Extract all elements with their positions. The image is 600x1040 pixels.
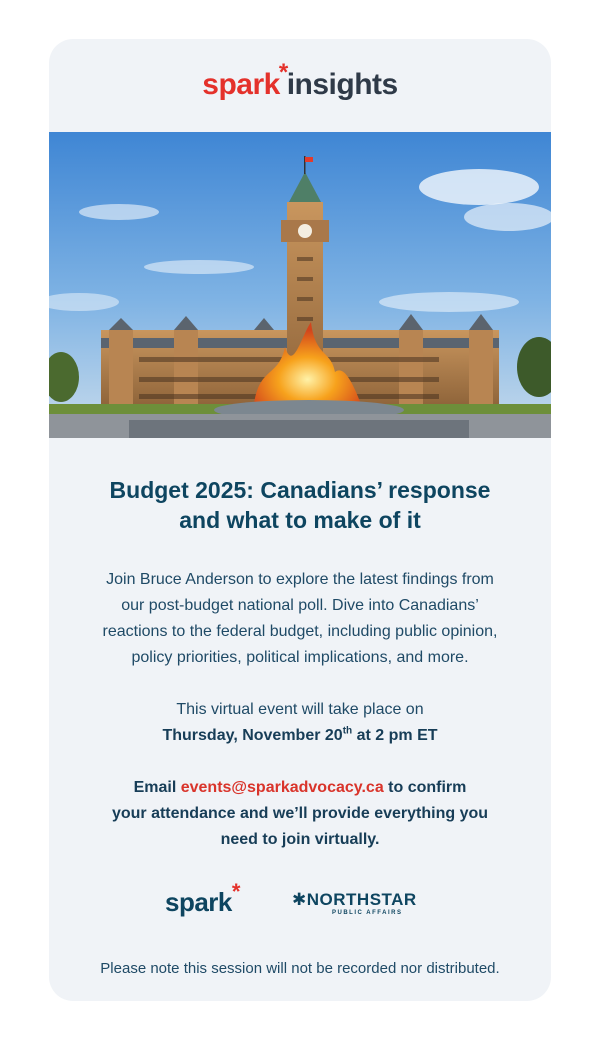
northstar-name: NORTHSTAR (306, 890, 417, 909)
northstar-logo (292, 891, 442, 917)
event-date-ordinal: th (342, 725, 353, 737)
northstar-star-icon: ✱ (292, 890, 307, 909)
hero-image (49, 132, 551, 438)
event-intro: This virtual event will take place on (176, 701, 424, 718)
rsvp-instructions (59, 775, 541, 853)
invitation-card (49, 39, 551, 1001)
spark-insights-logo (49, 59, 551, 107)
northstar-tagline: PUBLIC AFFAIRS (332, 910, 403, 916)
spark-logo (165, 879, 240, 918)
title-line-1: Budget 2025: Canadians’ response (109, 477, 491, 503)
logo-asterisk: * (278, 59, 288, 86)
footer-note: Please note this session will not be recorded nor distributed. (100, 960, 500, 977)
logo-spark-word: spark (202, 68, 280, 101)
event-date-time: at 2 pm ET (352, 727, 438, 744)
rsvp-line-2: your attendance and we’ll provide everything you (111, 805, 489, 822)
northstar-wordmark (292, 891, 442, 909)
title-line-2: and what to make of it (179, 507, 421, 533)
spark-logo-word: spark (165, 887, 232, 917)
page-title (69, 475, 531, 535)
parliament-illustration (49, 132, 551, 438)
event-date (59, 723, 541, 749)
description-line-1: Join Bruce Anderson to explore the latest findings from (106, 571, 494, 588)
spark-logo-asterisk: * (231, 879, 240, 904)
partner-logos (49, 881, 551, 925)
rsvp-email-link[interactable]: events@sparkadvocacy.ca (180, 779, 384, 796)
event-date-prefix: Thursday, November 20 (162, 727, 343, 744)
description-line-3: reactions to the federal budget, including public opinion, (102, 623, 498, 640)
rsvp-suffix: to confirm (383, 779, 467, 796)
event-description (59, 567, 541, 671)
rsvp-prefix: Email (133, 779, 181, 796)
logo-insights-word: insights (286, 68, 398, 101)
description-line-4: policy priorities, political implications, and more. (131, 649, 469, 666)
rsvp-line-3: need to join virtually. (220, 831, 380, 848)
description-line-2: our post-budget national poll. Dive into Canadians’ (121, 597, 479, 614)
